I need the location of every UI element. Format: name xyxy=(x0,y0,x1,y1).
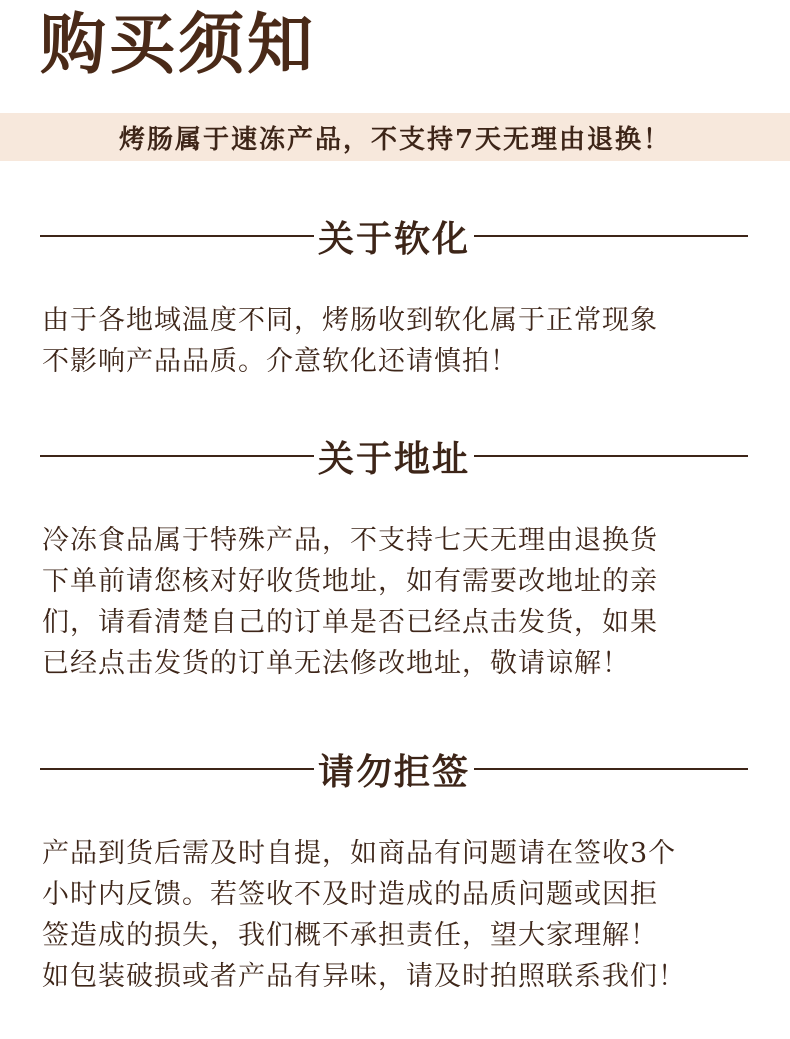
body-line: 如包装破损或者产品有异味，请及时拍照联系我们！ xyxy=(42,961,686,992)
body-line: 冷冻食品属于特殊产品，不支持七天无理由退换货 xyxy=(42,525,658,556)
divider-line-right xyxy=(474,455,748,457)
divider-line-left xyxy=(40,235,314,237)
section-body-softening xyxy=(42,300,762,382)
section-body-no-refusal xyxy=(42,833,762,997)
notice-text: 烤肠属于速冻产品，不支持7天无理由退换！ xyxy=(118,124,672,155)
section-heading: 请勿拒签 xyxy=(318,750,471,793)
body-line: 不影响产品品质。介意软化还请慎拍！ xyxy=(42,346,518,377)
section-header-address xyxy=(40,430,748,482)
notice-banner xyxy=(0,113,790,161)
section-heading: 关于地址 xyxy=(318,437,471,480)
body-line: 签造成的损失，我们概不承担责任，望大家理解！ xyxy=(42,920,658,951)
body-line: 由于各地域温度不同，烤肠收到软化属于正常现象 xyxy=(42,305,658,336)
body-line: 小时内反馈。若签收不及时造成的品质问题或因拒 xyxy=(42,879,658,910)
divider-line-right xyxy=(474,768,748,770)
divider-line-right xyxy=(474,235,748,237)
section-body-address xyxy=(42,520,762,684)
body-line: 们，请看清楚自己的订单是否已经点击发货，如果 xyxy=(42,607,658,638)
divider-line-left xyxy=(40,455,314,457)
divider-line-left xyxy=(40,768,314,770)
section-header-softening xyxy=(40,210,748,262)
body-line: 下单前请您核对好收货地址，如有需要改地址的亲 xyxy=(42,566,658,597)
body-line: 产品到货后需及时自提，如商品有问题请在签收3个 xyxy=(42,838,677,869)
body-line: 已经点击发货的订单无法修改地址，敬请谅解！ xyxy=(42,648,630,679)
page-title: 购买须知 xyxy=(40,5,316,83)
section-heading: 关于软化 xyxy=(318,217,471,260)
section-header-no-refusal xyxy=(40,743,748,795)
